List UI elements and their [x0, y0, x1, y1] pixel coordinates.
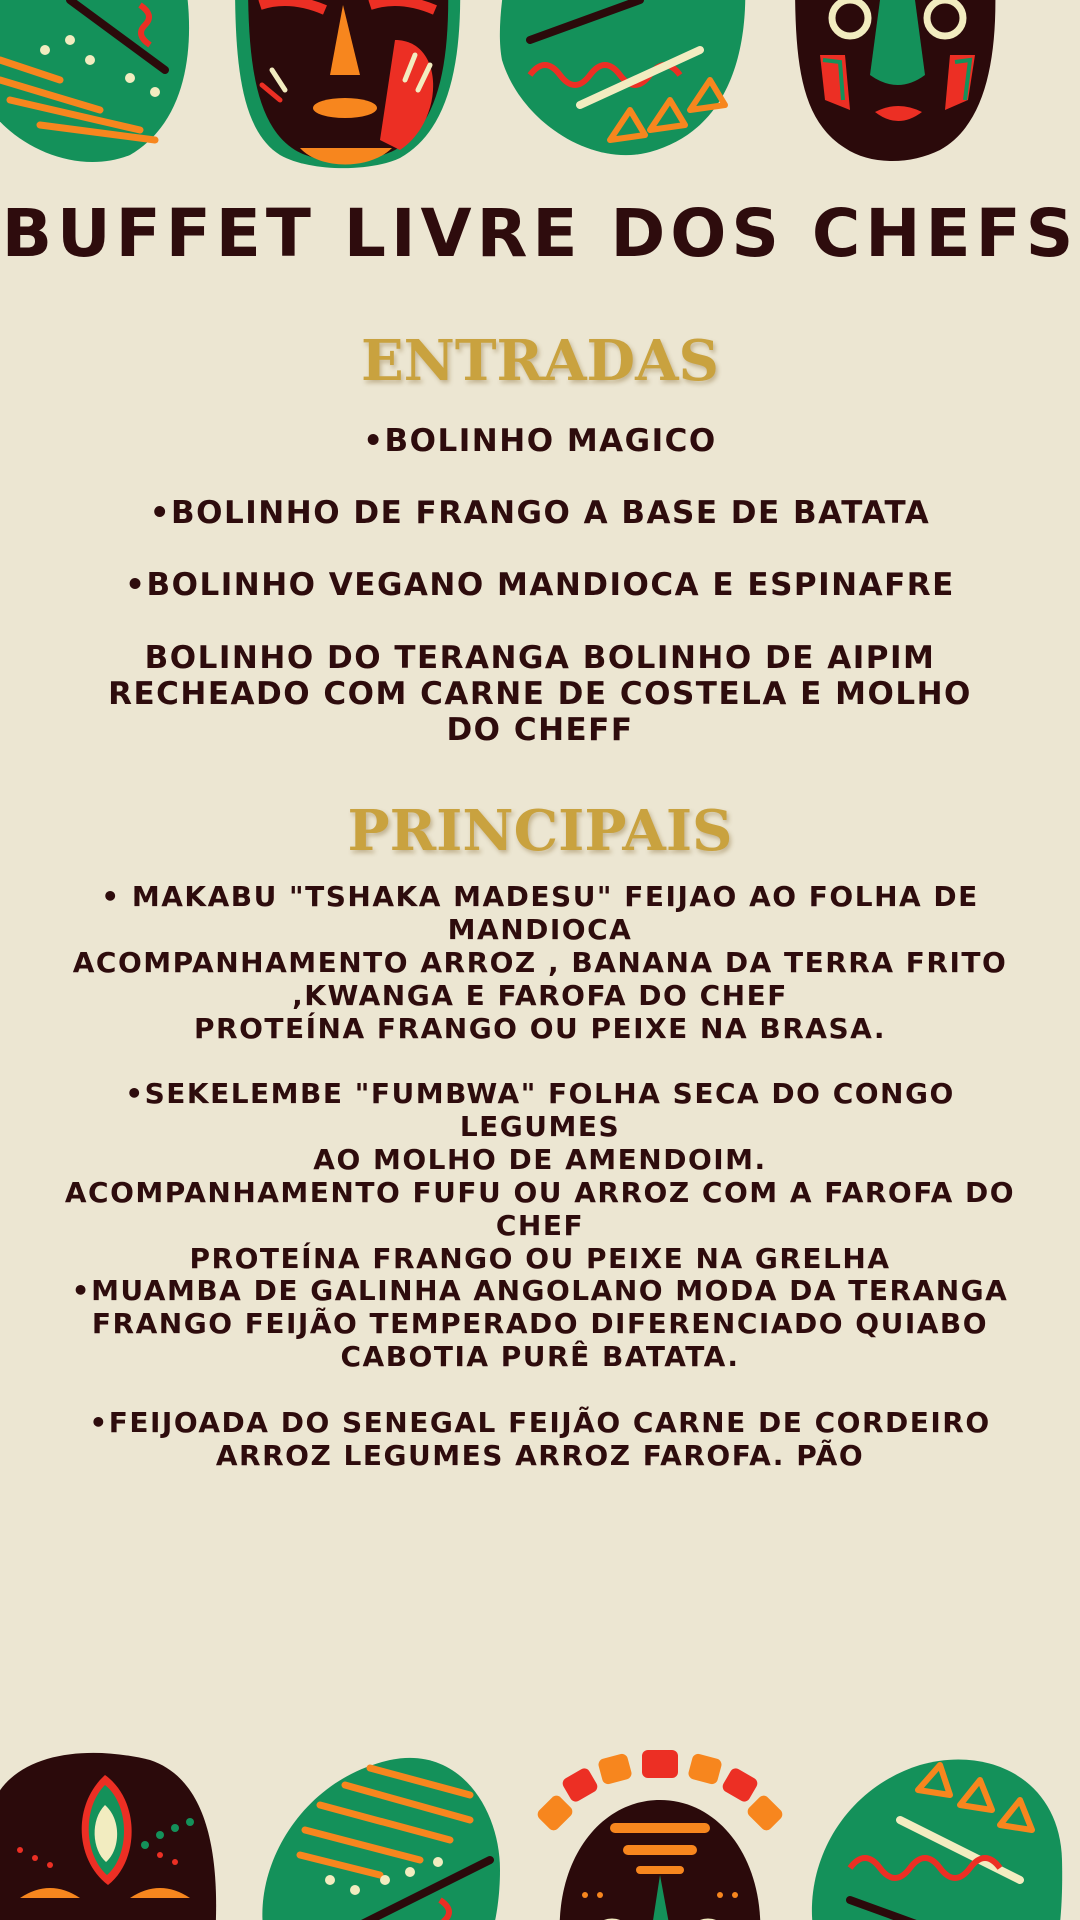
menu-item [60, 423, 1020, 459]
menu-item-line: •SEKELEMBE "FUMBWA" FOLHA SECA DO CONGO LEGUMES [125, 1077, 955, 1143]
menu-item-line: •MUAMBA DE GALINHA ANGOLANO MODA DA TERANGA [71, 1274, 1009, 1307]
menu-item-line: •BOLINHO DE FRANGO A BASE DE BATATA [149, 495, 931, 531]
menu-item [60, 495, 1020, 531]
green-mask-icon [0, 0, 189, 162]
principais-heading: PRINCIPAIS [347, 798, 733, 864]
menu-item [60, 880, 1020, 1045]
menu-item-line: PROTEÍNA FRANGO OU PEIXE NA BRASA. [194, 1012, 886, 1045]
menu-item [60, 1077, 1020, 1275]
brown-leaf-mask-icon [0, 1753, 216, 1920]
top-mask-border [0, 0, 1080, 170]
menu-item [60, 1274, 1020, 1373]
menu-item [60, 567, 1020, 603]
bottom-mask-border [0, 1750, 1080, 1920]
green-squiggle-mask-icon [500, 0, 745, 155]
brown-orange-mask-icon [235, 0, 460, 168]
menu-item-line: ACOMPANHAMENTO ARROZ , BANANA DA TERRA FRITO [72, 946, 1008, 979]
menu-item-line: •BOLINHO VEGANO MANDIOCA E ESPINAFRE [125, 567, 955, 603]
entradas-heading: ENTRADAS [361, 328, 719, 394]
menu-item-line: ARROZ LEGUMES ARROZ FAROFA. PÃO [215, 1439, 865, 1472]
menu-item-line: CHEF [495, 1209, 585, 1242]
green-striped-mask-icon [262, 1758, 500, 1920]
menu-item-line: •BOLINHO MAGICO [363, 423, 717, 459]
page-title: BUFFET LIVRE DOS CHEFS [1, 195, 1079, 272]
brown-green-nose-mask-icon [795, 0, 995, 161]
menu-item-line: • MAKABU "TSHAKA MADESU" FEIJAO AO FOLHA DE [101, 880, 979, 913]
menu-item [60, 1406, 1020, 1472]
menu-item-line: RECHEADO COM CARNE DE COSTELA E MOLHO [108, 676, 972, 712]
menu-item-line: PROTEÍNA FRANGO OU PEIXE NA GRELHA [189, 1242, 891, 1275]
menu-item-line: ,KWANGA E FAROFA DO CHEF [292, 979, 788, 1012]
crowned-brown-mask-icon [535, 1750, 785, 1920]
menu-item-line: ACOMPANHAMENTO FUFU OU ARROZ COM A FAROFA DO [64, 1176, 1016, 1209]
menu-item-line: DO CHEFF [446, 712, 634, 748]
menu-item-line: AO MOLHO DE AMENDOIM. [313, 1143, 767, 1176]
menu-item-line: •FEIJOADA DO SENEGAL FEIJÃO CARNE DE CORDEIRO [89, 1406, 991, 1439]
menu-item [60, 640, 1020, 748]
menu-item-line: FRANGO FEIJÃO TEMPERADO DIFERENCIADO QUIABO [91, 1307, 989, 1340]
menu-item-line: BOLINHO DO TERANGA BOLINHO DE AIPIM [144, 640, 936, 676]
green-triangle-mask-icon [812, 1759, 1062, 1920]
menu-item-line: MANDIOCA [447, 913, 633, 946]
menu-item-line: CABOTIA PURÊ BATATA. [340, 1340, 740, 1373]
